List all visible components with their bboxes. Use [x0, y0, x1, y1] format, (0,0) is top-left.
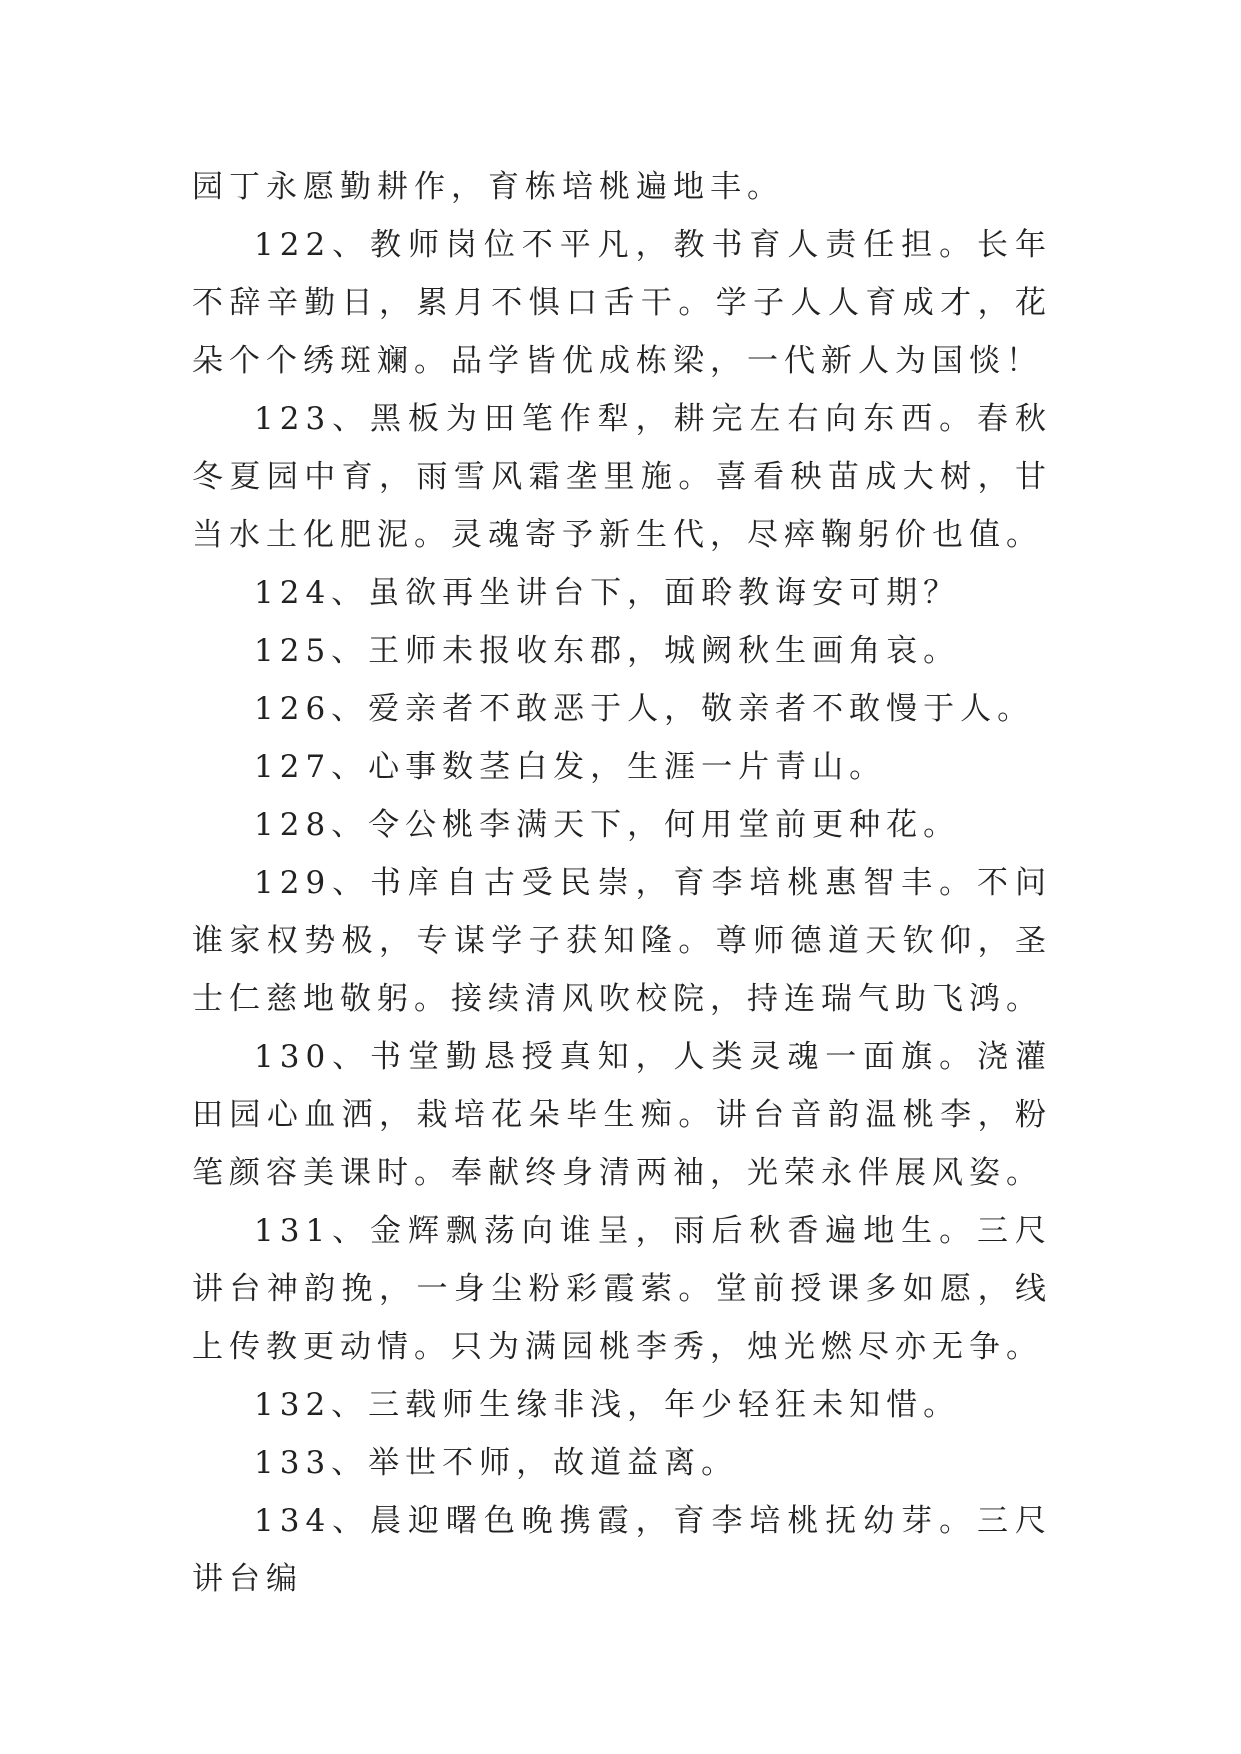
paragraph: 129、书庠自古受民崇，育李培桃惠智丰。不问谁家权势极，专谋学子获知隆。尊师德道天钦仰，圣士仁慈地敬躬。接续清风吹校院，持连瑞气助飞鸿。: [192, 865, 1052, 1017]
paragraph: 132、三载师生缘非浅，年少轻狂未知惜。: [254, 1387, 961, 1423]
paragraph: 128、令公桃李满天下，何用堂前更种花。: [254, 807, 961, 843]
paragraph: 133、举世不师，故道益离。: [254, 1445, 739, 1481]
paragraph: 130、书堂勤恳授真知，人类灵魂一面旗。浇灌田园心血洒，栽培花朵毕生痴。讲台音韵温桃李，粉笔颜容美课时。奉献终身清两袖，光荣永伴展风姿。: [192, 1039, 1052, 1191]
paragraph: 127、心事数茎白发，生涯一片青山。: [254, 749, 887, 785]
paragraph: 126、爱亲者不敢恶于人，敬亲者不敢慢于人。: [254, 691, 1035, 727]
paragraph: 125、王师未报收东郡，城阙秋生画角哀。: [254, 633, 961, 669]
paragraph: 134、晨迎曙色晚携霞，育李培桃抚幼芽。三尺讲台编: [192, 1503, 1052, 1597]
paragraph: 122、教师岗位不平凡，教书育人责任担。长年不辞辛勤日，累月不惧口舌干。学子人人育成才，花朵个个绣斑斓。品学皆优成栋梁，一代新人为国惔！: [192, 227, 1052, 379]
paragraph: 124、虽欲再坐讲台下，面聆教诲安可期？: [254, 575, 961, 611]
paragraph: 123、黑板为田笔作犁，耕完左右向东西。春秋冬夏园中育，雨雪风霜垄里施。喜看秧苗成大树，甘当水土化肥泥。灵魂寄予新生代，尽瘁鞠躬价也值。: [192, 401, 1052, 553]
paragraph: 园丁永愿勤耕作，育栋培桃遍地丰。: [192, 169, 784, 205]
document-body: [192, 158, 1052, 1608]
paragraph: 131、金辉飘荡向谁呈，雨后秋香遍地生。三尺讲台神韵挽，一身尘粉彩霞萦。堂前授课多如愿，线上传教更动情。只为满园桃李秀，烛光燃尽亦无争。: [192, 1213, 1052, 1365]
